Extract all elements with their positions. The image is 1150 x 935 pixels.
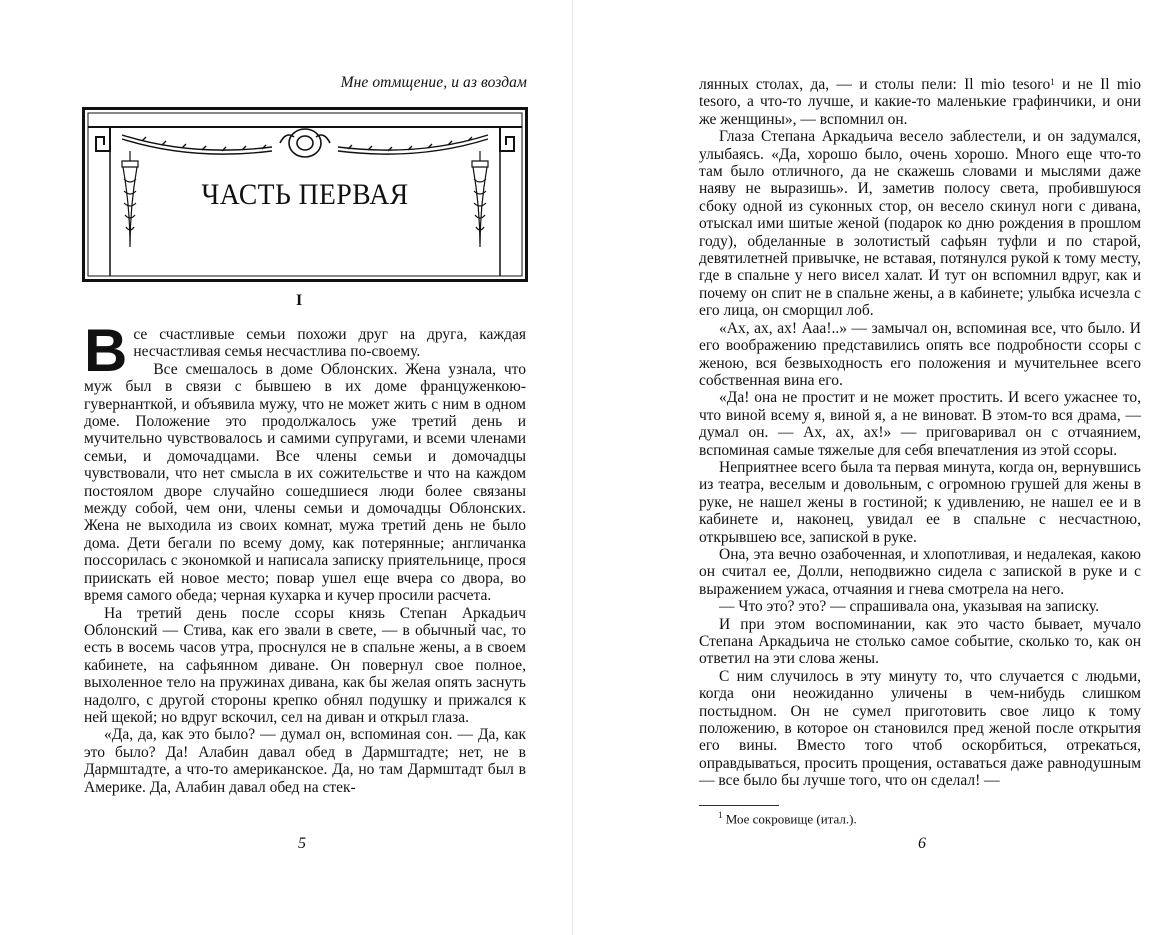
left-body-text	[84, 317, 526, 796]
footnote-rule	[699, 805, 779, 806]
part-title: ЧАСТЬ ПЕРВАЯ	[201, 178, 409, 211]
paragraph: Она, эта вечно озабоченная, и хлопотливая, и недалекая, какою он считал ее, Долли, неподвижно сидела с запиской в руке и с выражением ужаса, отчаяния и гнева смотрела на него.	[699, 545, 1141, 598]
footnote	[718, 810, 857, 827]
paragraph: «Ах, ах, ах! Ааа!..» — замычал он, вспоминая все, что было. И его воображению представились опять все подробности ссоры с женою, вся безвыходность его положения и мучительнее всего собственная вина его.	[699, 319, 1141, 389]
paragraph: «Да! она не простит и не может простить. И всего ужаснее то, что виной всему я, виной я, а не виноват. В этом-то вся драма, — думал он. — Ах, ах, ах!» — приговаривал он с отчаянием, вспоминая самые тяжелые для себя впечатления из этой ссоры.	[699, 389, 1141, 459]
paragraph: Все счастливые семьи похожи друг на друга, каждая несчастливая семья несчастлива по-своему.	[84, 317, 526, 384]
chapter-number: I	[296, 292, 303, 309]
paragraph: Все смешалось в доме Облонских. Жена узнала, что муж был в связи с бывшею в их доме француженкою-гувернанткой, и объявила мужу, что не может жить с ним в одном доме. Положение это продолжалось уже третий день и мучительно чувствовалось и самими супругами, и всеми членами семьи, и домочадцами. Все члены семьи и домочадцы чувствовали, что нет смысла в их сожительстве и что на каждом постоялом дворе случайно сошедшиеся люди более связаны между собой, чем они, члены семьи и домочадцы Облонских. Жена не выходила из своих комнат, мужа третий день не было дома. Дети бегали по всему дому, как потерянные; англичанка поссорилась с экономкой и написала записку приятельнице, прося приискать ей новое место; повар ушел еще вчера со двора, во время самого обеда; черная кухарка и кучер просили расчета.	[84, 360, 526, 605]
drop-cap: В	[84, 317, 128, 384]
page-number: 6	[918, 835, 926, 852]
footnote-text: Мое сокровище (итал.).	[725, 811, 857, 827]
footnote-reference: 1	[1050, 77, 1055, 87]
paragraph: «Да, да, как это было? — думал он, вспоминая сон. — Да, как это было? Да! Алабин давал обед в Дармштадте; нет, не в Дармштадте, а что-то американское. Да, но там Дармштадт был в Америке. Да, Алабин давал обед на стек-	[84, 726, 526, 796]
paragraph: лянных столах, да, — и столы пели: Il mio tesoro$^1$ и не Il mio tesoro, а что-то лучше, и какие-то маленькие графинчики, и они же женщины», — вспомнил он.	[699, 76, 1141, 128]
right-body-text	[699, 76, 1141, 790]
paragraph: Неприятнее всего была та первая минута, когда он, вернувшись из театра, веселым и довольным, с огромною грушей для жены в руке, не нашел жены в гостиной; к удивлению, не нашел ее и в кабинете и, наконец, увидал ее в спальне с несчастною, открывшею все, запиской в руке.	[699, 458, 1141, 546]
running-head: Мне отмщение, и аз воздам	[340, 74, 527, 91]
left-page	[0, 0, 572, 935]
paragraph: И при этом воспоминании, как это часто бывает, мучало Степана Аркадьича не столько самое событие, сколько то, как он ответил на эти слова жены.	[699, 615, 1141, 668]
paragraph: На третий день после ссоры князь Степан Аркадьич Облонский — Стива, как его звали в свете, — в обычный час, то есть в восемь часов утра, проснулся не в спальне жены, а в своем кабинете, на сафьянном диване. Он повернул свое полное, выхоленное тело на пружинах дивана, как бы желая опять заснуть надолго, с другой стороны крепко обнял подушку и прижался к ней щекой; но вдруг вскочил, сел на диван и открыл глаза.	[84, 604, 526, 726]
footnote-marker: 1	[718, 810, 723, 820]
paragraph: С ним случилось в эту минуту то, что случается с людьми, когда они неожиданно уличены в чем-нибудь слишком постыдном. Он не сумел приготовить свое лицо к тому положению, в которое он становился пред женой после открытия его вины. Вместо того чтоб оскорбиться, отрекаться, оправдываться, просить прощения, оставаться даже равнодушным — все было бы лучше того, что он сделал! —	[699, 667, 1141, 790]
paragraph: Глаза Степана Аркадьича весело заблестели, и он задумался, улыбаясь. «Да, хорошо было, очень хорошо. Много еще что-то там было отличного, да не скажешь словами и мыслями даже наяву не выразишь». И, заметив полосу света, пробившуюся сбоку одной из суконных стор, он весело скинул ноги с дивана, отыскал ими шитые женой (подарок ко дню рождения в прошлом году), обделанные в золотистый сафьян туфли и по старой, девятилетней привычке, не вставая, потянулся рукой к тому месту, где в спальне у него висел халат. И тут он вспомнил вдруг, как и почему он спит не в спальне жены, а в кабинете; улыбка исчезла с его лица, он сморщил лоб.	[699, 128, 1141, 320]
right-page	[573, 0, 1150, 935]
page-number: 5	[298, 835, 306, 852]
paragraph: — Что это? это? — спрашивала она, указывая на записку.	[719, 598, 1099, 616]
